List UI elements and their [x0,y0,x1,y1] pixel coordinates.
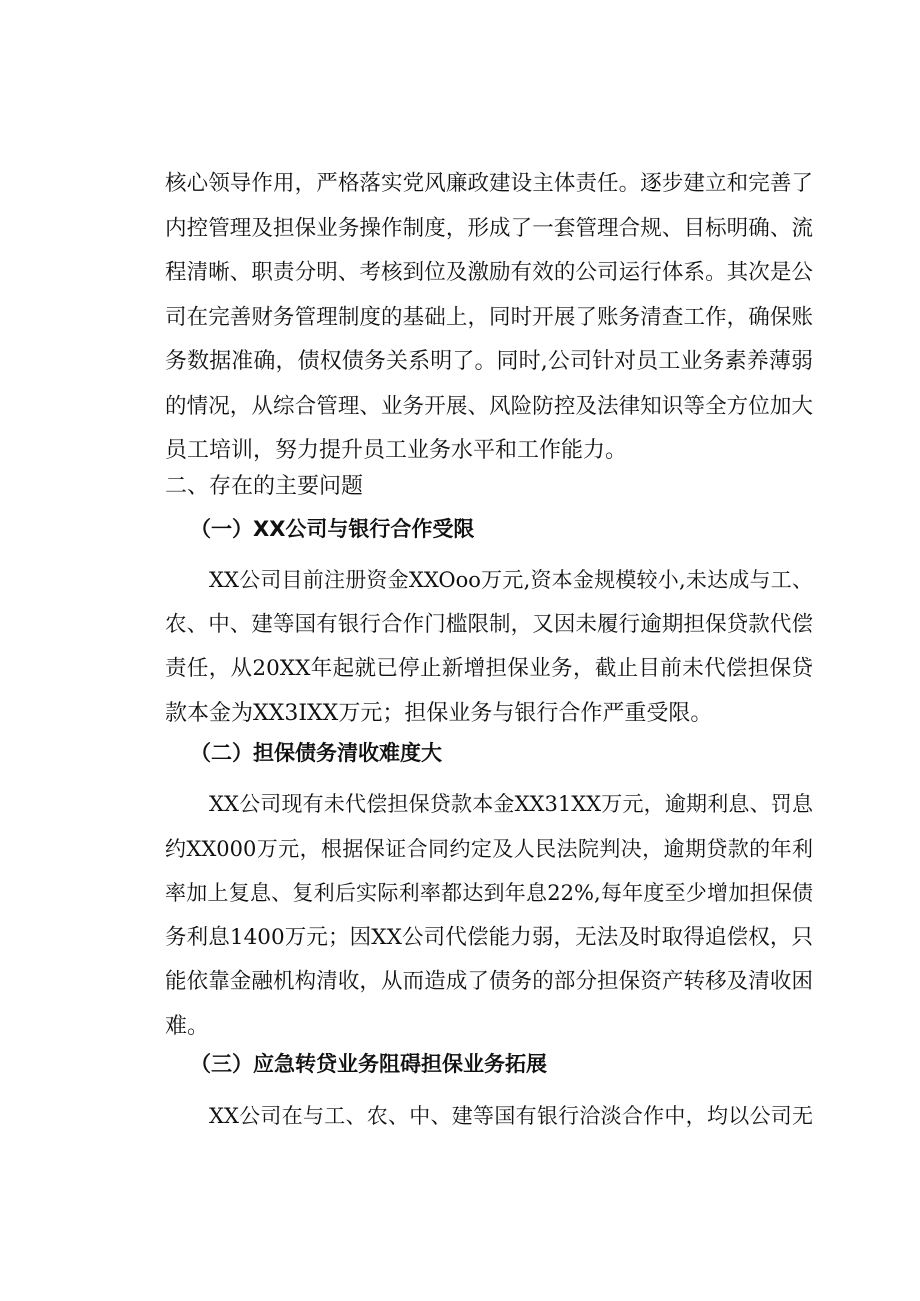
paragraph-line: XX公司现有未代偿担保贷款本金XX31XX万元，逾期利息、罚息 [209,792,813,816]
paragraph-line: 务利息1400万元；因XX公司代偿能力弱，无法及时取得追偿权，只 [165,924,813,950]
subsection-title-2: （二）担保债务清收难度大 [190,741,442,765]
subsection-1-paragraph [165,558,813,736]
paragraph-line: 约XX000万元，根据保证合同约定及人民法院判决，逾期贷款的年利 [165,836,813,861]
paragraph-line: 员工培训，努力提升员工业务水平和工作能力。 [165,438,628,463]
paragraph-line: 内控管理及担保业务操作制度，形成了一套管理合规、目标明确、流 [165,215,813,241]
paragraph-line: 程清晰、职责分明、考核到位及激励有效的公司运行体系。其次是公 [165,260,813,285]
paragraph-line: 核心领导作用，严格落实党风廉政建设主体责任。逐步建立和完善了 [165,171,813,196]
paragraph-line: 能依靠金融机构清收，从而造成了债务的部分担保资产转移及清收困 [165,969,813,994]
paragraph-line: 款本金为XX3IXX万元；担保业务与银行合作严重受限。 [165,700,713,726]
section-title: 二、存在的主要问题 [165,474,364,499]
paragraph-line: 务数据准确，债权债务关系明了。同时,公司针对员工业务素养薄弱 [165,349,813,374]
paragraph-line: 的情况，从综合管理、业务开展、风险防控及法律知识等全方位加大 [165,393,813,419]
subsection-title-3: （三）应急转贷业务阻碍担保业务拓展 [190,1052,547,1076]
subsection-3-paragraph [165,1094,813,1139]
paragraph-line: 司在完善财务管理制度的基础上，同时开展了账务清查工作，确保账 [165,304,813,330]
paragraph-line: 难。 [165,1013,210,1039]
paragraph-line: 农、中、建等国有银行合作门槛限制，又因未履行逾期担保贷款代偿 [165,611,813,637]
paragraph-line: XX公司目前注册资金XXOoo万元,资本金规模较小,未达成与工、 [209,568,813,592]
paragraph-line: 责任，从20XX年起就已停止新增担保业务，截止目前未代偿担保贷 [165,656,813,681]
subsection-title-1: （一）XX公司与银行合作受限 [190,517,475,541]
intro-paragraph [165,162,813,474]
paragraph-line: 率加上复息、复利后实际利率都达到年息22%,每年度至少增加担保债 [165,881,813,905]
paragraph-line: XX公司在与工、农、中、建等国有银行洽淡合作中，均以公司无 [209,1104,813,1128]
subsection-2-paragraph [165,782,813,1049]
